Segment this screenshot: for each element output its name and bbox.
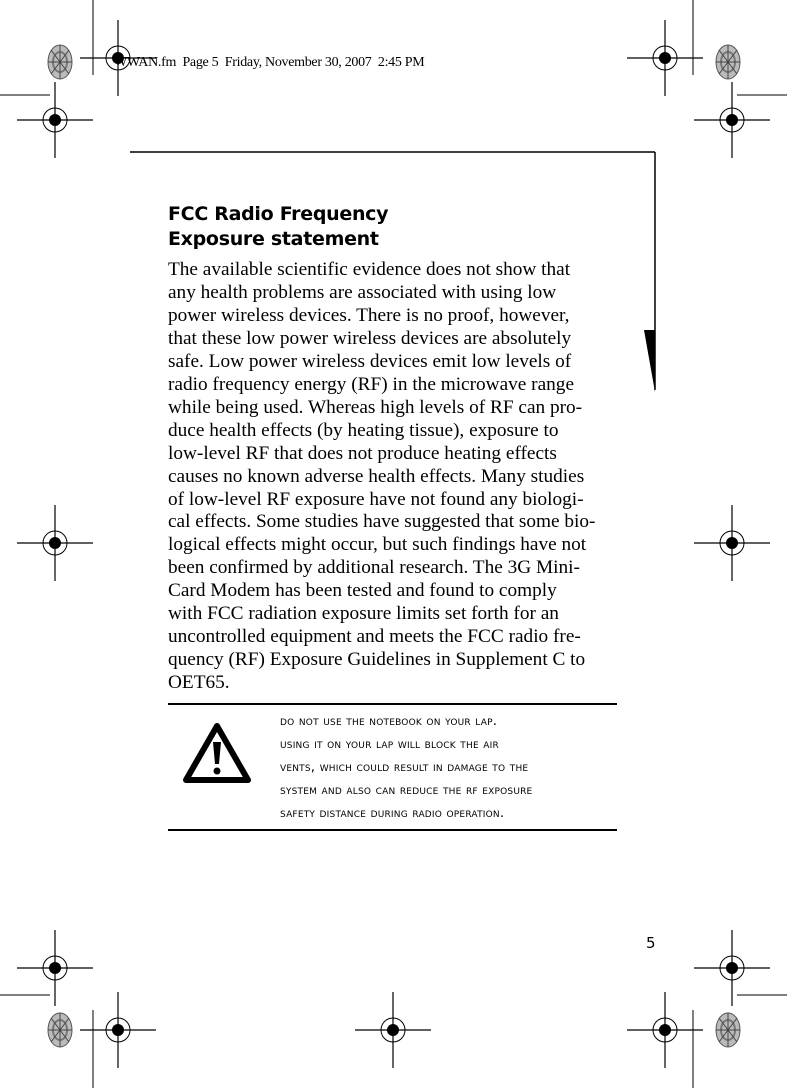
body-line: been confirmed by additional research. The 3G Mini- — [168, 557, 580, 579]
warning-line: do not use the notebook on your lap. — [280, 714, 498, 729]
title-line: Exposure statement — [168, 228, 379, 250]
body-line: that these low power wireless devices are absolutely — [168, 327, 572, 349]
body-line: logical effects might occur, but such findings have not — [168, 534, 587, 556]
body-line: Card Modem has been tested and found to comply — [168, 580, 557, 602]
warning-line: system and also can reduce the rf exposure — [280, 783, 533, 798]
warning-line: safety distance during radio operation. — [280, 806, 505, 821]
body-line: with FCC radiation exposure limits set forth for an — [168, 603, 559, 625]
section-title — [168, 202, 388, 252]
body-line: of low-level RF exposure have not found any biologi- — [168, 488, 584, 510]
body-line: uncontrolled equipment and meets the FCC radio fre- — [168, 626, 581, 648]
body-line: low-level RF that does not produce heating effects — [168, 442, 557, 464]
body-line: power wireless devices. There is no proof, however, — [168, 304, 570, 326]
body-line: causes no known adverse health effects. Many studies — [168, 465, 585, 487]
warning-bottom-rule — [168, 829, 617, 831]
body-line: while being used. Whereas high levels of RF can pro- — [168, 396, 583, 418]
body-line: duce health effects (by heating tissue), exposure to — [168, 419, 559, 441]
warning-top-rule — [168, 703, 617, 705]
warning-line: vents, which could result in damage to the — [280, 760, 529, 775]
body-line: The available scientific evidence does not show that — [168, 259, 571, 280]
body-paragraph — [168, 259, 628, 695]
page-number: 5 — [646, 934, 656, 952]
warning-text — [280, 710, 532, 825]
body-line: cal effects. Some studies have suggested that some bio- — [168, 511, 596, 533]
title-line: FCC Radio Frequency — [168, 203, 389, 225]
warning-triangle-icon — [182, 722, 252, 789]
body-line: OET65. — [168, 672, 230, 694]
body-line: quency (RF) Exposure Guidelines in Supplement C to — [168, 649, 586, 671]
print-slug: WWAN.fm Page 5 Friday, November 30, 2007 2:45 PM — [114, 55, 425, 70]
warning-line: using it on your lap will block the air — [280, 737, 499, 752]
body-line: safe. Low power wireless devices emit low levels of — [168, 350, 572, 372]
body-line: radio frequency energy (RF) in the microwave range — [168, 373, 574, 395]
body-line: any health problems are associated with using low — [168, 281, 557, 303]
